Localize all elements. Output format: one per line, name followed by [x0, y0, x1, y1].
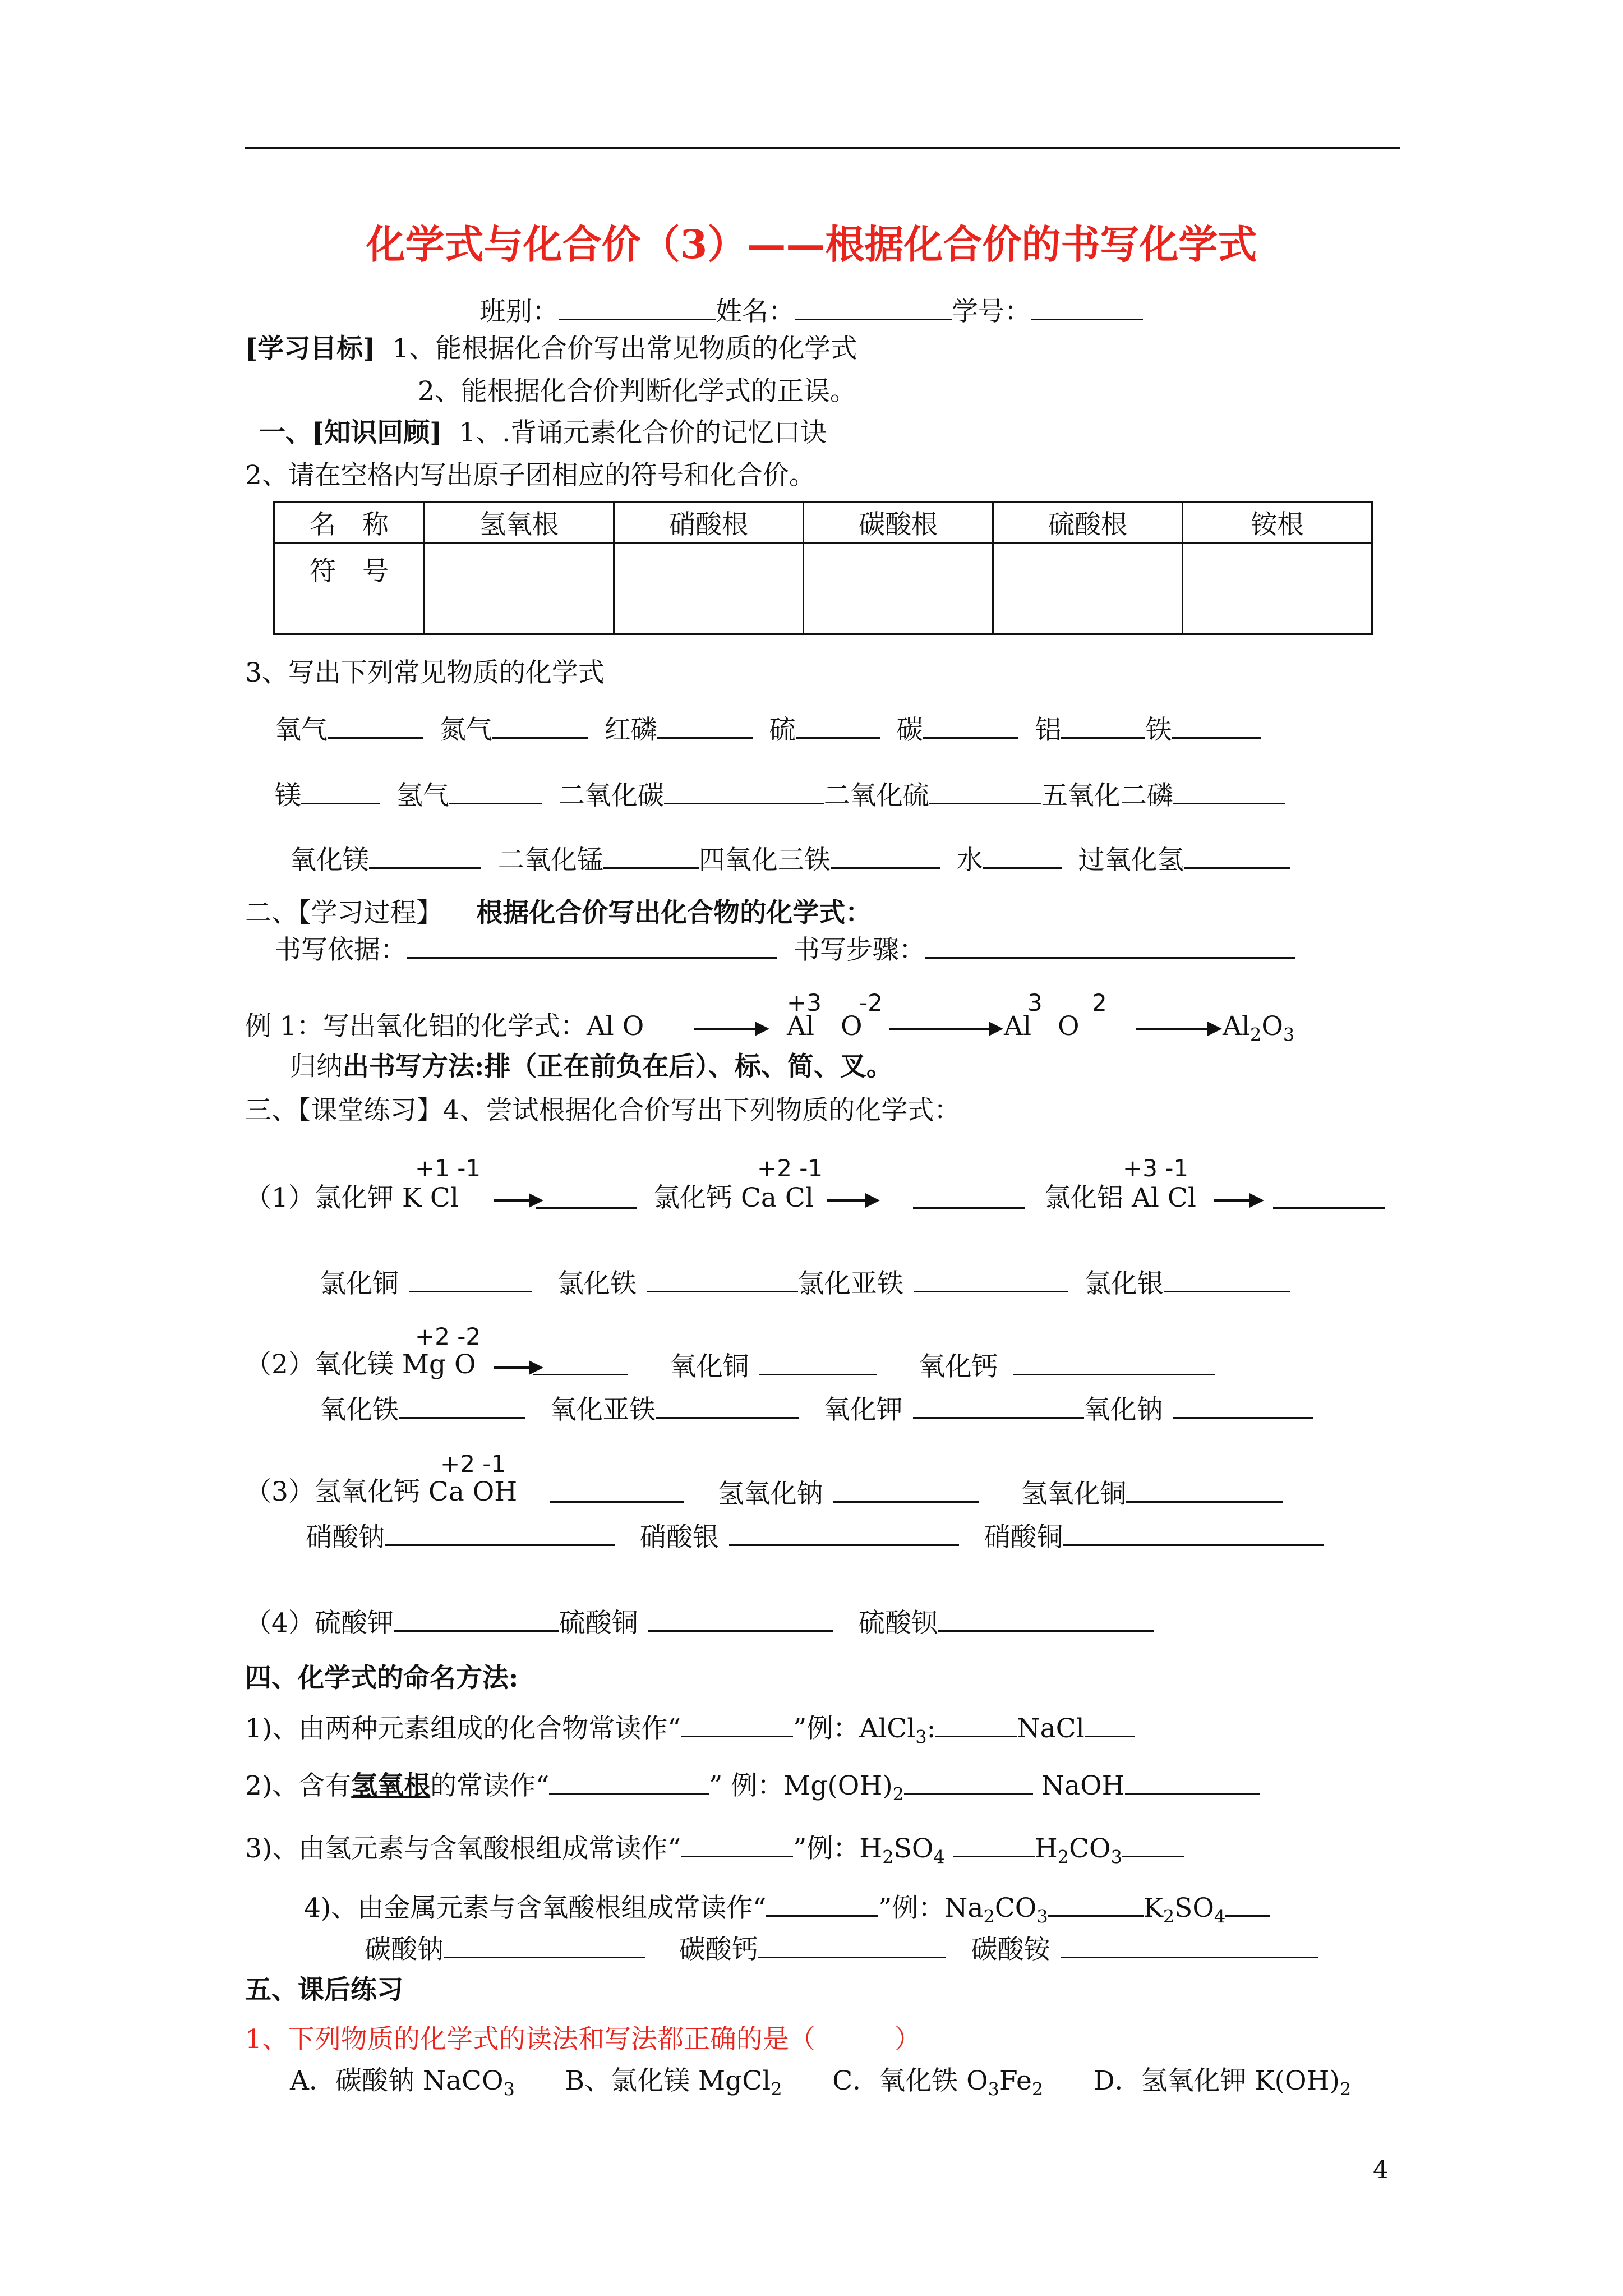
answer-blank[interactable] — [953, 1830, 1035, 1857]
option-d-text: D．氢氧化钾 K(OH) — [1093, 2065, 1340, 2096]
charge-minus2: -2 — [859, 989, 883, 1016]
substance-label: 二氧化锰 — [497, 845, 603, 876]
substance-label: 硫 — [769, 715, 796, 746]
formula-sub: 2 — [771, 2078, 782, 2100]
substance-label: 铝 — [1035, 715, 1062, 746]
naming-example: CO — [1069, 1833, 1111, 1864]
answer-blank[interactable] — [394, 1604, 559, 1632]
answer-blank[interactable] — [536, 1181, 637, 1209]
answer-blank[interactable] — [1225, 1889, 1270, 1917]
answer-blank[interactable] — [647, 1265, 798, 1292]
answer-blank[interactable] — [1125, 1767, 1260, 1795]
naming-text: 2)、含有 — [245, 1770, 352, 1801]
answer-blank[interactable] — [409, 1265, 532, 1292]
naming-row-5 — [365, 1931, 1318, 1967]
table-cell[interactable] — [425, 543, 614, 634]
hydroxide-term: 氢氧根 — [351, 1770, 431, 1801]
answer-row — [1273, 1181, 1385, 1217]
page-number: 4 — [1373, 2156, 1389, 2184]
substance-label: 碳酸钠 — [365, 1934, 444, 1965]
answer-blank[interactable] — [533, 1348, 628, 1375]
naming-example: NaOH — [1041, 1770, 1125, 1801]
answer-blank[interactable] — [796, 711, 880, 739]
basis-label: 书写依据： — [275, 935, 407, 965]
naming-row-2 — [245, 1767, 1260, 1811]
answer-blank[interactable] — [681, 1710, 793, 1737]
question-1-options — [290, 2064, 1351, 2106]
answer-blank[interactable] — [759, 1348, 877, 1375]
formula-sub: 2 — [892, 1783, 905, 1805]
naming-row-3: 3)、由氢元素与含氧酸根组成常读作“ ”例：$H_2SO_4$ $H_2CO_3$ — [245, 1830, 1184, 1874]
answer-blank[interactable] — [923, 711, 1018, 739]
naming-example: K — [1143, 1893, 1163, 1924]
substance-label: 氮气 — [439, 715, 492, 746]
result-sub: 2 — [1249, 1024, 1262, 1046]
substance-label: 碳酸铵 — [971, 1934, 1050, 1965]
answer-blank[interactable] — [729, 1519, 959, 1546]
basis-row — [275, 931, 1295, 967]
substance-label: 氯化铜 — [320, 1268, 399, 1299]
cross-2: 2 — [1092, 989, 1107, 1016]
substance-label: 氢氧化铜 — [1021, 1479, 1127, 1510]
answer-blank[interactable] — [935, 1710, 1017, 1737]
answer-blank[interactable] — [833, 1475, 979, 1503]
practice-row — [245, 1094, 960, 1128]
answer-blank[interactable] — [399, 1391, 525, 1419]
header-fields — [479, 293, 1143, 329]
option-d[interactable] — [1093, 2065, 1352, 2100]
answer-blank[interactable] — [1273, 1181, 1385, 1209]
substance-label: 硝酸银 — [639, 1522, 719, 1553]
answer-blank[interactable] — [1173, 777, 1285, 804]
review-item-1: 1、.背诵元素化合价的记忆口诀 — [459, 417, 827, 448]
answer-blank[interactable] — [929, 777, 1041, 804]
answer-blank[interactable] — [369, 841, 481, 869]
answer-blank[interactable] — [603, 841, 699, 869]
practice-g2-row2 — [320, 1391, 1313, 1427]
formula-sub: 3 — [503, 2078, 515, 2100]
example-label: 例 1：写出氧化铝的化学式：Al O — [245, 1011, 644, 1042]
naming-example: ”例：Na — [878, 1893, 984, 1924]
homework-heading: 五、课后练习 — [245, 1975, 403, 2005]
answer-blank[interactable] — [1013, 1348, 1215, 1375]
substance-label: 碳酸钙 — [679, 1934, 758, 1965]
answer-blank[interactable] — [904, 1767, 1033, 1795]
substance-label: 五氧化二磷 — [1041, 780, 1173, 811]
substance-label: 氯化铁 — [557, 1268, 637, 1299]
practice-g2-label: （2）氧化镁 Mg O — [245, 1349, 476, 1380]
naming-example: CO — [994, 1893, 1037, 1924]
charge-label: +1 -1 — [415, 1154, 481, 1182]
answer-blank[interactable] — [913, 1391, 1084, 1419]
answer-row — [536, 1181, 637, 1217]
answer-blank[interactable] — [758, 1931, 946, 1958]
goal-2: 2、能根据化合价判断化学式的正误。 — [418, 376, 856, 407]
table-col-sulfate: 硫酸根 — [993, 502, 1183, 543]
table-head-symbol: 符 号 — [274, 543, 425, 634]
class-blank[interactable] — [559, 293, 716, 320]
class-label: 班别： — [479, 296, 559, 327]
substance-row-b — [275, 777, 1285, 813]
review-item-2: 2、请在空格内写出原子团相应的符号和化合价。 — [245, 460, 815, 491]
goals-label: [学习目标] — [245, 333, 376, 364]
substance-label: 二氧化碳 — [558, 780, 664, 811]
substance-label: 二氧化硫 — [823, 780, 929, 811]
question-text: 、下列物质的化学式的读法和写法都正确的是（ ） — [261, 2024, 921, 2055]
review-item-3: 3、写出下列常见物质的化学式 — [245, 657, 605, 688]
summary-text: 出书写方法:排（正在前负在后）、标、简、叉。 — [343, 1051, 893, 1082]
answer-blank[interactable] — [1085, 1710, 1135, 1737]
review-heading: 一、[知识回顾] — [259, 417, 442, 448]
answer-blank[interactable] — [648, 1604, 833, 1632]
charge-plus3: +3 — [787, 989, 822, 1016]
answer-blank[interactable] — [831, 841, 940, 869]
answer-blank[interactable] — [550, 1475, 684, 1503]
arrow-icon — [694, 1028, 767, 1030]
example-step-1: Al O — [787, 1011, 863, 1042]
substance-label: 氧化钠 — [1083, 1395, 1163, 1425]
table-cell[interactable] — [804, 543, 993, 634]
substance-label: 氧化铁 — [320, 1395, 399, 1425]
answer-row — [913, 1181, 1025, 1217]
answer-blank[interactable] — [328, 711, 423, 739]
answer-blank[interactable] — [444, 1931, 645, 1958]
option-a-text: A．碳酸钠 NaCO — [290, 2065, 504, 2096]
option-a[interactable] — [290, 2065, 515, 2100]
practice-intro: 4、尝试根据化合价写出下列物质的化学式： — [442, 1095, 961, 1126]
practice-heading: 三、【课堂练习】 — [245, 1095, 443, 1126]
name-blank[interactable] — [795, 293, 952, 320]
table-col-ammonium: 铵根 — [1183, 502, 1372, 543]
substance-label: 硫酸钡 — [858, 1608, 938, 1639]
practice-g1-row2 — [320, 1265, 1290, 1301]
option-c[interactable] — [832, 2065, 1044, 2100]
table-cell[interactable] — [993, 543, 1183, 634]
answer-blank[interactable] — [938, 1604, 1154, 1632]
naming-example: ” 例：Mg(OH) — [709, 1770, 893, 1801]
review-row — [259, 416, 827, 450]
answer-blank[interactable] — [301, 777, 380, 804]
naming-heading: 四、化学式的命名方法: — [245, 1663, 519, 1694]
process-subheading: 根据化合价写出化合物的化学式： — [476, 898, 872, 928]
naming-text: 1)、由两种元素组成的化合物常读作“ — [245, 1713, 681, 1744]
practice-g3-row2 — [306, 1519, 1324, 1554]
option-b[interactable] — [565, 2065, 782, 2100]
substance-label: 四氧化三铁 — [698, 845, 831, 876]
answer-blank[interactable] — [492, 711, 588, 739]
answer-blank[interactable] — [983, 841, 1062, 869]
option-b-text: B、氯化镁 MgCl — [565, 2065, 771, 2096]
substance-label: 镁 — [275, 780, 301, 811]
question-1 — [245, 2023, 921, 2056]
substance-label: 氯化亚铁 — [797, 1268, 903, 1299]
practice-g3-row1 — [550, 1475, 1283, 1511]
substance-label: 硝酸铜 — [984, 1522, 1063, 1553]
substance-label: 氧化亚铁 — [550, 1395, 656, 1425]
answer-blank[interactable] — [914, 1265, 1068, 1292]
answer-blank[interactable] — [1061, 1931, 1318, 1958]
practice-g3-label: （3）氢氧化钙 Ca OH — [245, 1476, 518, 1507]
substance-row-c — [290, 841, 1290, 877]
example-result — [1223, 1010, 1294, 1051]
answer-blank[interactable] — [1172, 711, 1261, 739]
ion-table — [273, 501, 1373, 635]
answer-blank[interactable] — [1173, 1391, 1313, 1419]
formula-sub: 3 — [988, 2078, 1000, 2100]
arrow-icon — [1214, 1199, 1262, 1202]
option-c-fe: Fe — [999, 2065, 1032, 2096]
number-label: 学号： — [952, 296, 1031, 327]
answer-blank[interactable] — [656, 1391, 799, 1419]
goal-1: 1、能根据化合价写出常见物质的化学式 — [392, 333, 857, 364]
answer-blank[interactable] — [664, 777, 824, 804]
substance-label: 硝酸钠 — [306, 1522, 385, 1553]
answer-blank[interactable] — [385, 1519, 615, 1546]
result-al: Al — [1223, 1011, 1250, 1042]
table-col-nitrate: 硝酸根 — [614, 502, 804, 543]
charge-label: +3 -1 — [1123, 1154, 1189, 1182]
substance-label: 硫酸铜 — [559, 1608, 638, 1639]
answer-blank[interactable] — [766, 1889, 878, 1917]
formula-sub: 3 — [1110, 1846, 1122, 1868]
example-step-2: Al O — [1004, 1011, 1080, 1042]
arrow-icon — [827, 1199, 878, 1202]
result-o: O — [1261, 1011, 1283, 1042]
process-heading: 二、【学习过程】 — [245, 898, 443, 928]
substance-label: 氢气 — [396, 780, 449, 811]
formula-sub: 2 — [1031, 2078, 1044, 2100]
naming-text: 的常读作“ — [430, 1770, 550, 1801]
process-heading-row — [245, 896, 872, 930]
naming-example: SO — [1174, 1893, 1214, 1924]
arrow-icon — [494, 1199, 541, 1202]
substance-label: （4）硫酸钾 — [245, 1608, 394, 1639]
answer-blank[interactable] — [1184, 841, 1290, 869]
cross-3: 3 — [1027, 989, 1043, 1016]
substance-label: 氧化钙 — [919, 1351, 998, 1382]
basis-blank[interactable] — [407, 931, 777, 959]
substance-label: 氢氧化钠 — [717, 1479, 823, 1510]
page-title: 化学式与化合价（3）——根据化合价的书写化学式 — [366, 221, 1257, 268]
charge-label: +2 -2 — [415, 1323, 481, 1350]
formula-sub: 3 — [915, 1726, 927, 1748]
answer-blank[interactable] — [1061, 711, 1145, 739]
name-label: 姓名： — [716, 296, 795, 327]
substance-label: 氧化镁 — [290, 845, 369, 876]
arrow-icon — [1136, 1028, 1220, 1030]
substance-label: 红磷 — [604, 715, 657, 746]
substance-label: 氧气 — [275, 715, 328, 746]
naming-example: ”例：H — [793, 1833, 883, 1864]
answer-blank[interactable] — [549, 1767, 709, 1795]
practice-g1-label: （1）氯化钾 K Cl — [245, 1182, 459, 1213]
naming-example: SO — [893, 1833, 934, 1864]
result-sub: 3 — [1283, 1024, 1295, 1046]
option-c-text: C．氧化铁 O — [832, 2065, 988, 2096]
top-rule — [245, 147, 1400, 149]
formula-sub: 4 — [933, 1846, 945, 1868]
practice-g1-c: 氯化铝 Al Cl — [1044, 1182, 1196, 1213]
summary-lead: 归纳 — [290, 1051, 343, 1082]
table-cell[interactable] — [614, 543, 804, 634]
substance-label: 过氧化氢 — [1078, 845, 1184, 876]
answer-blank[interactable] — [1048, 1889, 1144, 1917]
answer-blank[interactable] — [1126, 1475, 1283, 1503]
charge-label: +2 -1 — [757, 1154, 823, 1182]
question-number: 1 — [245, 2024, 262, 2055]
summary-row — [290, 1050, 893, 1084]
substance-label: 氯化银 — [1084, 1268, 1164, 1299]
table-head-name: 名 称 — [274, 502, 425, 543]
answer-blank[interactable] — [449, 777, 542, 804]
naming-text: 4)、由金属元素与含氧酸根组成常读作“ — [304, 1893, 767, 1924]
table-cell[interactable] — [1183, 543, 1372, 634]
answer-blank[interactable] — [913, 1181, 1025, 1209]
arrow-icon — [889, 1028, 1001, 1030]
steps-blank[interactable] — [925, 931, 1295, 959]
answer-blank[interactable] — [1164, 1265, 1290, 1292]
substance-label: 水 — [956, 845, 983, 876]
substance-label: 碳 — [896, 715, 923, 746]
naming-example: NaCl — [1017, 1713, 1085, 1744]
substance-label: 氧化铜 — [670, 1351, 749, 1382]
practice-g4-row — [245, 1604, 1154, 1640]
charge-label: +2 -1 — [440, 1450, 506, 1478]
answer-blank[interactable] — [1122, 1830, 1184, 1857]
table-col-hydroxide: 氢氧根 — [425, 502, 614, 543]
number-blank[interactable] — [1031, 293, 1143, 320]
substance-row-a — [275, 711, 1261, 747]
naming-text: 3)、由氢元素与含氧酸根组成常读作“ — [245, 1833, 681, 1864]
substance-label: 铁 — [1145, 715, 1172, 746]
substance-label: 氧化钾 — [823, 1395, 903, 1425]
naming-row-1 — [245, 1710, 1135, 1754]
formula-sub: 2 — [1339, 2078, 1352, 2100]
answer-blank[interactable] — [1063, 1519, 1324, 1546]
naming-row-4: 4)、由金属元素与含氧酸根组成常读作“ ”例：$Na_2CO_3$ $K_2SO_4$ — [304, 1889, 1270, 1933]
practice-g1-b: 氯化钙 Ca Cl — [653, 1182, 814, 1213]
goals-row-1 — [245, 332, 857, 366]
practice-g2-row1 — [533, 1348, 1215, 1384]
answer-blank[interactable] — [657, 711, 753, 739]
naming-example: ”例：AlCl — [793, 1713, 916, 1744]
table-col-carbonate: 碳酸根 — [804, 502, 993, 543]
naming-colon: : — [926, 1713, 936, 1744]
steps-label: 书写步骤： — [793, 935, 925, 965]
answer-blank[interactable] — [681, 1830, 793, 1857]
